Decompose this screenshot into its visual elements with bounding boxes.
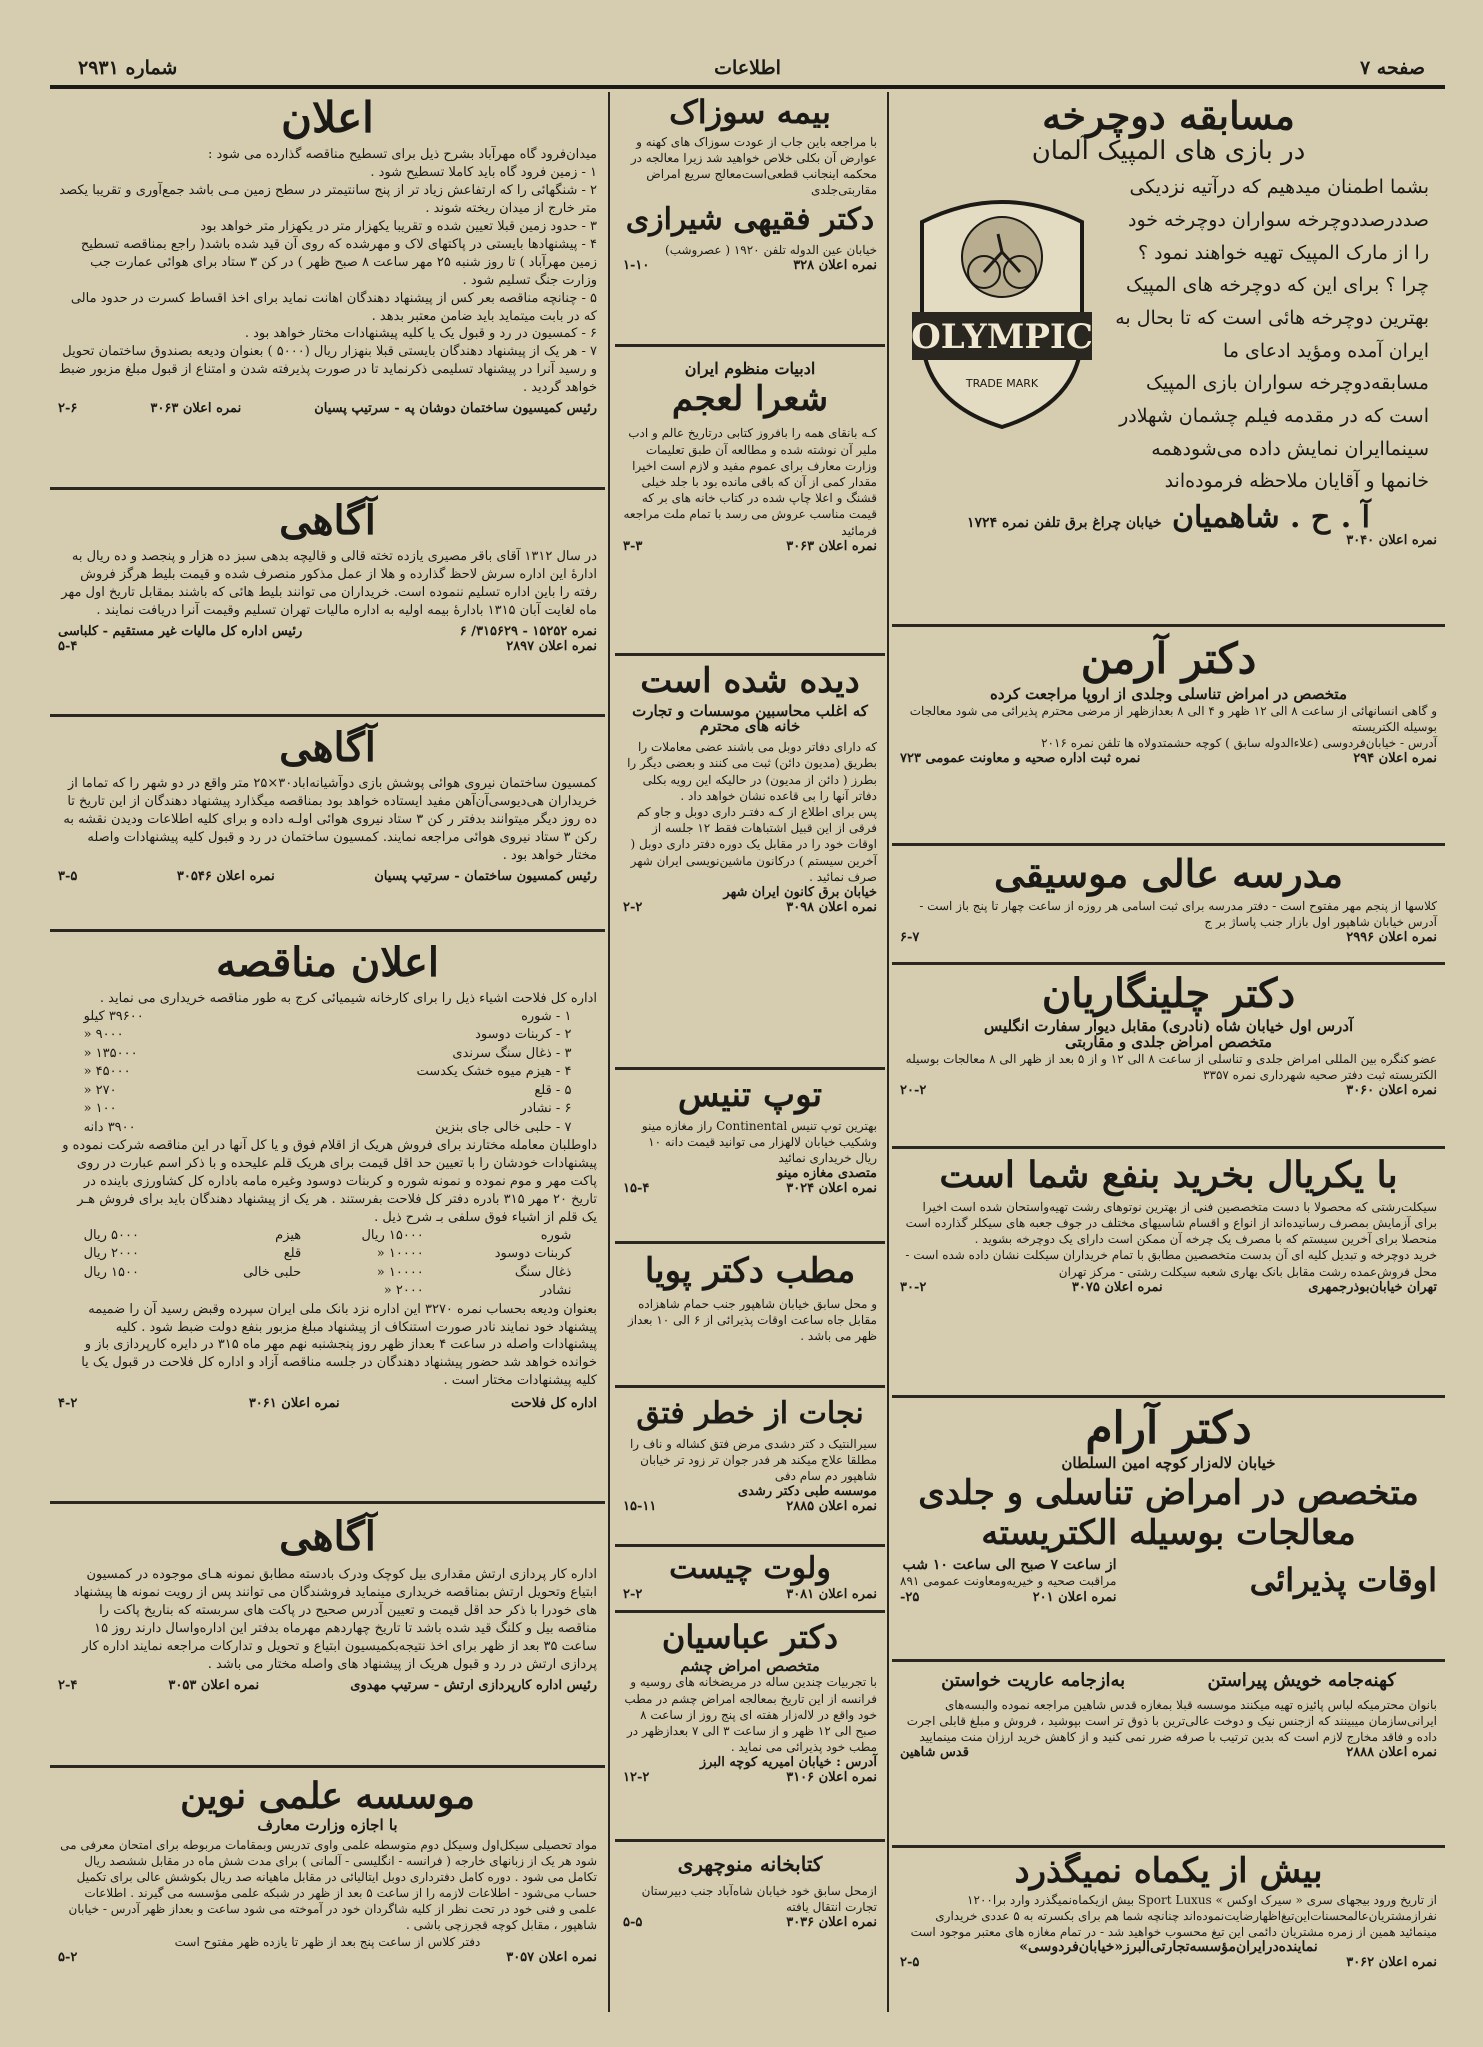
ad-code: ۳۰-۲: [900, 1279, 927, 1295]
item-name: ۶ - نشادر: [520, 1101, 572, 1117]
ad-code: ۲-۲: [623, 899, 643, 915]
deposit-item: هیزم: [275, 1227, 302, 1243]
ad-title: آگاهی: [279, 1513, 376, 1560]
ad-footer: [58, 639, 597, 654]
item-name: ۷ - حلبی خالی جای بنزین: [435, 1119, 572, 1135]
paper-name: اطلاعات: [714, 57, 781, 79]
ad-address: خیابان عین الدوله تلفن ۱۹۲۰ ( عصروشب): [665, 242, 877, 257]
ad-item: ۴ - پیشنهادها بایستی در پاکتهای لاک و مهرشده که روی آن قید شده باشد( راجع بمناقصه تسطیح زمین مهرآباد ) تا روز شنبه ۲۵ مهر ساعت ۸ صبح ظهر ) در کن ۳ ستاد برای هوائی عمارت جب وزارت جنگ تسلیم شود .: [80, 236, 597, 288]
ad-footer: [900, 1955, 1437, 1970]
ad-address: خیابان برق کانون ایران شهر: [723, 884, 877, 900]
ad-code: ۴-۲: [58, 1396, 78, 1412]
ad-agahi-2: [50, 721, 605, 932]
column-rule: [608, 92, 610, 2012]
ad-body: و محل سابق خیابان شاهپور جنب حمام شاهزاده مقابل جاه ساعت اوقات پذیرائی از ۶ الی ۱۰ بعداز ظهر می باشد .: [627, 1296, 877, 1344]
ad-signature: تهران خیابان‌بوذرجمهری: [1308, 1279, 1437, 1295]
seller-name: [900, 499, 1437, 535]
ad-code: ۱۵-۱۱: [623, 1499, 657, 1515]
item-qty: ۱۰۰ «: [83, 1101, 117, 1117]
table-row: [80, 1282, 576, 1300]
ad-body: و گاهی انسانهائی از ساعت ۸ الی ۱۲ ظهر و ۴ الی ۸ بعدازظهر از مرضی محترم پذیرائی می شود معالجات بوسیله الکتریسته: [909, 703, 1437, 735]
ad-body: بانوان محترمیکه لباس پائیزه تهیه میکنند موسسه قبلا بمغازه قدس شاهین مراجعه نموده والبسه‌های ایرانی‌سازمان میبینند که ازجنس نیک و دوخت عالی‌ترین با ذوق تر است بپوشید ، فروش و مبلغ قابلی اجرت داده و فاقد مخارج لازم است که بدین ترتیب با صرفه ضرر نمی کنید و از کاهش خرید ارزان منت مینمایید: [906, 1697, 1437, 1745]
ad-footer: [900, 751, 1437, 766]
deposit-amount: ۱۵۰۰ ریال: [83, 1264, 139, 1280]
ad-footer: [58, 1678, 597, 1693]
ad-abbasian: [615, 1617, 885, 1842]
ad-number: نمره اعلان ۳۰۵۳: [168, 1677, 260, 1693]
ad-code: ۶-۷: [900, 930, 920, 946]
ad-number: نمره اعلان ۳۰۳۶: [786, 1915, 877, 1931]
ad-title: مطب دکتر پویا: [644, 1251, 856, 1291]
ad-footer: [623, 1770, 877, 1785]
deposit-item: نشادر: [540, 1283, 572, 1299]
ad-bicycle-cheap: [892, 1153, 1445, 1398]
deposit-amount: ۲۰۰۰ ریال: [83, 1246, 139, 1262]
deposit-amount: ۱۰۰۰۰ «: [376, 1246, 424, 1262]
ad-number: نمره اعلان ۲۰۱: [1032, 1589, 1117, 1605]
ad-footer: [900, 1280, 1437, 1295]
ad-footer: [623, 1915, 877, 1930]
ad-item: ۳ - حدود زمین قبلا تعیین شده و تقریبا یکهزار متر در یکهزار متر خواهد بود: [200, 218, 597, 234]
left-column: [50, 92, 605, 2012]
ad-title-row: [900, 1672, 1437, 1691]
ad-subtitle: در بازی های المپیک آلمان: [1031, 135, 1306, 166]
ad-body: اداره کار پردازی ارتش مقداری بیل کوچک ودرک بادسته مطابق نمونه هـای موجوده در کمسیون ابتیاع وتحویل ارتش بمناقصه خریداری مینماید فروشندگان می توانند پس از رویت نمونه ها پیشنهاد های خودرا با ذکر حد اقل قیمت و تعیین آدرس صحیح در پاکت های سربسته که بناریخ پاکت را مناقصه بیل و کلنگ قید شده باشد تا تاریخ چهاردهم مهرماه بدفتر این اداره‌واسال دارند روز ۱۵ ساعت ۳۵ بعد از ظهر برای اخذ نتیجه‌بکمیسیون ابتیاع و تحویل و تدارکات مراجعه نمایند اداره کار پردازی ارتش در رد و قبول هریک از پیشنهاد های واصله مختار می باشد .: [73, 1567, 597, 1672]
table-row: [80, 1045, 576, 1063]
ad-body: در سال ۱۳۱۲ آقای باقر مصیری یازده تخته قالی و قالیچه بدهی سبز ده هزار و پنجصد و ده ریال به ادارهٔ این اداره سرش لاحظ گذارده و هلا از عمل مذکور منصرف شده و قیمت بلیط هرگز فروش رفته را باین اداره تسلیم ننموده است. خریداران می توانند بلیط هائی که باشند بمقابل تاریخ اول مهر ماه لغایت آبان ۱۳۱۵ بادارهٔ بیمه اولیه به اداره مالیات تهران تسلیم وقیمت آنرا دریافت نمایند .: [61, 549, 597, 618]
ad-number: نمره اعلان ۳۰۹۸: [786, 899, 877, 915]
deposit-amount: [80, 1282, 191, 1300]
deposit-item: حلبی خالی: [243, 1264, 302, 1280]
ad-title: موسسه علمی نوین: [180, 1775, 475, 1817]
item-name: ۲ - کربنات دوسود: [475, 1027, 572, 1043]
ad-number: نمره اعلان ۲۸۸۵: [786, 1499, 877, 1515]
ad-footer: [623, 1181, 877, 1196]
deposit-item: ذغال سنگ: [514, 1264, 572, 1280]
logo-trademark: TRADE MARK: [965, 377, 1039, 390]
ad-number: نمره اعلان ۳۰۷۵: [1071, 1279, 1163, 1295]
doctor-name: دکتر فقیهی شیرازی: [625, 202, 875, 238]
ad-code: ۲-۵: [900, 1954, 920, 1970]
ad-tennis: [615, 1074, 885, 1244]
table-row: [80, 1227, 576, 1245]
ad-body: بهترین توپ تنیس Continental راز مغازه مینو وشکیب خیابان لالهزار می توانید قیمت دانه ۱۰ ریال خریداری نمائید: [641, 1118, 877, 1166]
table-row: [80, 1264, 576, 1282]
seller-address: خیابان چراغ برق تلفن نمره ۱۷۲۴: [967, 514, 1162, 531]
ad-footer: [900, 930, 1437, 945]
ad-agent: نماینده‌در‌ایران‌مؤسسه‌تجارتی‌البرز«خیابان‌فردوسی»: [1019, 1939, 1318, 1956]
deposit-item: کربنات دوسود: [494, 1246, 572, 1262]
item-name: ۳ - ذغال سنگ سرندی: [452, 1045, 572, 1061]
ad-title: دکتر عباسیان: [661, 1618, 839, 1656]
ad-signature: اداره کل فلاحت: [511, 1396, 597, 1412]
ad-signature: رئیس کمسیون ساختمان - سرتیپ پسیان: [374, 868, 597, 884]
ad-number: نمره اعلان ۳۰۸۱: [786, 1586, 877, 1602]
item-name: ۴ - هیزم میوه خشک یکدست: [416, 1064, 572, 1080]
ad-subtitle: خیابان لاله‌زار کوچه امین السلطان: [1061, 1454, 1276, 1473]
item-qty: ۳۹۰۰ دانه: [83, 1119, 136, 1135]
ad-code: ۵-۲: [58, 1949, 78, 1965]
hours-info: [900, 1557, 1116, 1604]
table-row: [80, 1245, 576, 1263]
items-table: [80, 1008, 576, 1137]
ad-title: شعرا لعجم: [671, 378, 829, 419]
ad-body: ازمحل سابق خود خیابان شاه‌آباد جنب دبیرستان تجارت انتقال یافته: [641, 1884, 877, 1915]
ad-subtitle: متخصص در امراض تناسلی وجلدی از اروپا مراجعت کرده: [990, 685, 1347, 704]
deposit-table: [80, 1227, 576, 1301]
registration: مراقبت صحیه و خیریه‌ومعاونت عمومی ۸۹۱: [900, 1574, 1117, 1589]
ad-number: نمره اعلان ۳۰۶۱: [248, 1396, 340, 1412]
ad-number: نمره اعلان ۲۹۴: [1353, 751, 1437, 767]
ad-olympic-bicycle: [892, 92, 1445, 627]
ad-item: ۵ - چنانچه مناقصه بعر کس از پیشنهاد دهندگان اهانت نماید برای اخذ اقساط کسرت در حدود مالی که در بابت میتماید باید ضامن معتبر بدهد .: [70, 290, 597, 324]
ad-number: نمره اعلان ۳۰۶۳: [786, 538, 877, 554]
logo-text: OLYMPIC: [911, 317, 1093, 357]
deposit-amount: ۱۵۰۰۰ ریال: [361, 1227, 424, 1243]
ad-item: ۲ - شنگهائی را که ارتفاعش زیاد تر از پنج سانتیمتر در سطح زمین مـی باشد جمع‌آوری و تقریبا یکصد متر خارج از میدان ریخته شوند .: [59, 182, 597, 216]
ad-number: نمره اعلان ۲۹۹۶: [1346, 930, 1437, 946]
ad-code: ۱۲-۲: [623, 1770, 650, 1786]
ad-body: از تاریخ ورود بیجهای سری « سیرک اوکس » Sport Luxus بیش ازیکماه‌نمیگذرد وارد‌ برا۱۲۰۰ نفرازمشتریان‌عالمحسنات‌این‌تیغ‌اظهارضایت‌نموده‌اند چنانچه شما هم برای بکسرته به ۵ عددی خریداری مینمائید همین از زمره مشتریان دائمی این تیغ محسوب خواهید شد - در تمام مغازه های معتبر موجود است: [910, 1892, 1437, 1940]
ad-body: عضو کنگره بین المللی امراض جلدی و تناسلی از ساعت ۸ الی ۱۲ و از ۵ بعد از ظهر الی ۸ معالجات بوسیله الکتریسته ثبت دفتر صحیه شهرداری نمره ۳۳۵۷: [905, 1051, 1437, 1082]
right-column: [892, 92, 1445, 2012]
ad-signature: موسسه طبی دکتر رشدی: [737, 1484, 877, 1500]
ad-code: ۲۰-۲: [900, 1082, 927, 1098]
ad-subtitle: که اغلب محاسبین موسسات و تجارت خانه های محترم: [632, 701, 868, 736]
ad-nejat: [615, 1392, 885, 1547]
ad-body: که دارای دفاتر دوبل می باشند عضی معاملات را بطریق (مدیون دائن) ثبت می کنند و بعضی دیگر را بطرز ( دائن از مدیون) در حالیکه این رویه بکلی دفاتر آنها را بی قاعده نشان خواهد داد . پس برای اطلاع از کـه دفتـر داری دوبل و جاو کم فرقی از این قبیل اشتباهات فقط ۱۲ جلسه از اوقات خود را در مقابل یک دوره دفتر داری دوبل ( آخرین سیستم ) درکانون ماشین‌نویسی ایران شهر صرف نمائید .: [627, 740, 877, 884]
ad-body: بشما اطمنان میدهیم که درآتیه نزدیکی صددرصددوچرخه سواران دوچرخه خود را از مارک المپیک تهیه خواهند نمود ؟ چرا ؟ برای این که دوچرخه های المپیک بهترین دوچرخه هائی است که تا بحال به ایران آمده ومؤید ادعای ما مسابقه‌دوچرخه سواران بازی المپیک است که در مقدمه فیلم چشمان شهلادر سینماایران نمایش داده می‌شودهمه خانمها و آقایان ملاحظه فرموده‌اند: [1115, 176, 1429, 493]
ad-signature: متصدی مغازه مینو: [776, 1166, 877, 1182]
ad-line: معالجات بوسیله الکتریسته: [981, 1512, 1356, 1553]
ad-title: کهنه‌جامه خویش پیراستن: [1207, 1670, 1396, 1691]
ad-number: نمره اعلان ۳۰۶۰: [1346, 1082, 1437, 1098]
ad-signature: رئیس اداره کارپردازی ارتش - سرتیپ مهدوی: [350, 1677, 597, 1693]
ad-code: ۳-۵: [58, 868, 78, 884]
table-row: [80, 1026, 576, 1044]
ad-number: نمره اعلان ۳۰۲۴: [786, 1181, 877, 1197]
ad-title: دیده شده است: [640, 661, 860, 701]
ad-intro: میدان‌فرود گاه مهرآباد بشرح ذیل برای تسطیح مناقصه گذارده می شود :: [207, 147, 597, 163]
ad-body: با تجربیات چندین ساله در مریضخانه های روسیه و فرانسه از این تاریخ بمعالجه امراض چشم در مطب خود واقع در لاله‌زار هفته ای پنج روز از ساعت ۸ صبح الی ۱۲ ظهر و از ساعت ۳ الی ۷ بعداز‌ظهر در مطب خود پذیرائی می نماید .: [624, 1675, 877, 1755]
ad-code: ۵-۴: [58, 638, 78, 654]
ad-subtitle: متخصص امراض چشم: [680, 1656, 820, 1675]
ad-kicker: ادبیات منظوم ایران: [684, 359, 816, 378]
ad-footer: [623, 258, 877, 273]
ad-code: ۱۵-۴: [623, 1181, 650, 1197]
ad-footer: [623, 1499, 877, 1514]
ad-title: توپ تنیس: [677, 1075, 823, 1115]
ad-title: اعلان مناقصه: [215, 939, 440, 986]
ad-body: کـه بانقای همه را بافروز کتابی درتاریخ عالم و ادب ملیر آن نوشته شده و مطالعه آن طبق تعلیمات وزارت معارف برای عموم مفید و لازم است اخیرا مقدار کمی از آن که باقی مانده بود با جلد خیلی قشنگ و اعلا چاپ شده در کتاب خانه های بر که قیمت مناسب عروش می رسد با تمام ملت مراجعه فرمائید: [623, 426, 877, 538]
ad-number: نمره اعلان ۳۲۸: [793, 258, 877, 274]
ad-footer: [58, 1396, 597, 1411]
item-qty: ۴۵۰۰۰ «: [83, 1064, 131, 1080]
ad-title: مدرسه عالی موسیقی: [993, 851, 1343, 896]
ad-code: ۵-۵: [623, 1915, 643, 1931]
ad-number: نمره اعلان ۳۰۶۳: [150, 401, 242, 417]
deposit-item: قلع: [283, 1246, 302, 1262]
ad-item: ۶ - کمسیون در رد و قبول یک یا کلیه پیشنهادات مختار خواهد بود .: [244, 326, 597, 342]
ad-body: سیرالنتیک د کتر دشدی مرض فتق کشاله و ناف را مطلقا علاج میکند هر فدر جوان تر زود تر خیابان شاهپور دم سام دفی: [629, 1436, 877, 1483]
ad-item: ۷ - هر یک از پیشنهاد دهندگان بایستی قبلا بنهزار ریال (۵۰۰۰ ) بعنوان ودیعه بصندوق ساختمان تحویل و رسید آنرا در پیشنهاد تسلیمی ذکرنماید تا در صورت پذیرفته شدن و امتناع از قبول مبلغ مزبور ضبط خواهد گردید .: [58, 344, 597, 396]
ad-address: آدرس اول خیابان شاه (نادری) مقابل دیوار سفارت انگلیس: [983, 1017, 1354, 1035]
ad-title: بیمه سوزاک: [669, 93, 831, 131]
item-name: ۵ - قلع: [534, 1082, 572, 1098]
ad-footer: [58, 869, 597, 884]
ad-chelingarian: [892, 969, 1445, 1149]
ad-title: ولوت چیست: [669, 1551, 831, 1586]
ad-address: آدرس : خیابان امیریه کوچه البرز: [699, 1755, 877, 1771]
ad-title: آگاهی: [279, 497, 376, 544]
ad-monaghese: [50, 936, 605, 1504]
ad-matab-pouya: [615, 1248, 885, 1388]
ad-title: دکتر آرام: [1085, 1403, 1252, 1454]
ad-title: اعلان: [281, 93, 374, 142]
ad-number: نمره اعلان ۳۰۵۴۶: [176, 868, 275, 884]
deposit-amount: ۵۰۰۰ ریال: [83, 1227, 139, 1243]
ad-code: ۳-۳: [623, 538, 643, 554]
ad-arman: [892, 631, 1445, 846]
ad-body: داوطلبان معامله مختارند برای فروش هریک از اقلام فوق و یا کل آنها در این مناقصه شرکت نموده و پیشنهادات خودشان را با تعیین حد اقل قیمت برای هریک قلم علیحده و با ذکر اسم عبارت در روی پاکت مهر و موم نموده و نمونه شوره و کربنات دوسود وغیره مامه باداره کل کشاورزی باینده در تاریخ ۲۰ مهر ۳۱۵ بادره دفتر کل فلاحت بفرستند . هر یک از پیشنهاد دهندگان باید برای فروش هـر یک قلم از اشیاء فوق سلفی بـ شرح ذیل .: [62, 1138, 597, 1225]
ad-number: نمره اعلان ۲۸۹۷: [506, 638, 597, 654]
ad-footer: [900, 1745, 1437, 1760]
page-header: [50, 55, 1445, 89]
ad-number: نمره اعلان ۳۱۰۶: [786, 1770, 877, 1786]
ad-body: سیکلت‌رشتی که محصولا با دست متخصصین فنی از بهترین نوتوهای رشت تهیه‌واستحان شده است اخیرا برای آزمایش بمصرف رسانیده‌اند از انواع و اقسام شاسیهای مختلف در جوف جعبه های سیکلر گذارده است منحصلا برای آخرین سیستم که با مصرف یک چرخه آن ممکن است دارای یک دوچرخه بشوید . خرید دوچرخه و تبدیل کلیه ای آن بدست متخصصین مطابق با تمام خریداران سیکلت نشان داده شده است - محل فروش‌عمده رشت مقابل بانک بهاری شعبه سیکلت رشتی - مرکز تهران: [905, 1199, 1437, 1279]
table-row: [80, 1119, 576, 1137]
table-row: [80, 1063, 576, 1081]
ad-dide-shode: [615, 660, 885, 1070]
deposit-amount: ۲۰۰۰ «: [383, 1283, 424, 1299]
item-qty: ۲۷۰ «: [83, 1082, 117, 1098]
ad-body: با مراجعه باین جاب از عودت سوزاک های کهنه و عوارض آن بکلی خلاص خواهید شد زیرا معالجه در محکمه اینجانب قطعی‌است‌معالج سریع امراض مقاربتی‌جلدی: [630, 134, 877, 198]
table-row: [80, 1082, 576, 1100]
ad-code: ۲۵-: [900, 1589, 920, 1605]
ad-shoara: [615, 351, 885, 656]
item-name: ۱ - شوره: [521, 1008, 572, 1024]
ad-title: به‌ازجامه عاریت خواستن: [941, 1670, 1126, 1691]
ad-kohne-jame: [892, 1666, 1445, 1848]
issue-number: شماره ۲۹۳۱: [78, 57, 178, 79]
ad-aram: [892, 1402, 1445, 1662]
ad-agahi-1: [50, 494, 605, 717]
column-rule: [887, 92, 889, 2012]
ad-title: دکتر آرمن: [1080, 634, 1257, 683]
page-number: صفحه ۷: [1359, 57, 1425, 79]
ad-signature: رئیس کمیسیون ساختمان دوشان په - سرتیپ پسیان: [314, 401, 597, 417]
ad-velvet: [615, 1551, 885, 1613]
ad-code: ۱-۱۰: [623, 258, 650, 274]
deposit-item: [190, 1282, 305, 1300]
ad-footer: [900, 1083, 1437, 1098]
ad-madrese-musighi: [892, 850, 1445, 965]
ad-agahi-3: [50, 1508, 605, 1768]
ad-code: نمره ثبت اداره صحیه و معاونت عمومی ۷۲۳: [900, 751, 1141, 767]
hours-label: اوقات پذیرائی: [1249, 1561, 1437, 1600]
ad-intro: اداره کل فلاحت اشیاء ذیل را برای کارخانه شیمیائی کرج به طور مناقصه خریداری می نماید .: [99, 991, 597, 1006]
ad-body: کلاسها از پنجم مهر مفتوح است - دفتر مدرسه برای ثبت اسامی هر روزه از ساعت چهار تا پنج باز است - آدرس خیابان شاهپور اول بازار جنب پاساژ بر ج: [919, 898, 1437, 930]
ad-footer: [58, 1950, 597, 1965]
ad-footer: [623, 1587, 877, 1602]
ad-address: آدرس - خیابان‌فردوسی (علاءالدوله سابق ) کوچه حشمتدولاه ها تلفن نمره ۲۰۱۶: [1041, 736, 1437, 751]
ad-title: با یکریال بخرید بنفع شما است: [939, 1154, 1398, 1196]
hours-row: [900, 1557, 1437, 1604]
item-qty: ۳۹۶۰۰ کیلو: [83, 1008, 144, 1024]
ad-subtitle: متخصص امراض جلدی و مقاربتی: [1064, 1032, 1273, 1051]
ad-title: مسابقه دوچرخه: [1042, 93, 1295, 138]
ad-elan: [50, 92, 605, 490]
ad-signature: رئیس اداره کل مالیات غیر مستقیم - کلباسی: [58, 623, 303, 639]
ad-code: ۲-۲: [623, 1586, 643, 1602]
ad-bish-az-yekmah: [892, 1852, 1445, 2012]
middle-column: [615, 92, 885, 2012]
ad-number: نمره ۱۵۲۵۲ - ۳۱۵۶۲۹/ ۶: [459, 623, 597, 639]
table-row: [80, 1008, 576, 1026]
ad-number: نمره اعلان ۳۰۵۷: [506, 1949, 597, 1965]
ad-foot: دفتر کلاس از ساعت پنج بعد از ظهر تا یازده ظهر مفتوح است: [174, 1934, 481, 1949]
item-qty: ۱۳۵۰۰۰ «: [83, 1045, 138, 1061]
olympic-logo-icon: [902, 182, 1102, 432]
ad-footer: [58, 401, 597, 416]
ad-title: نجات از خطر فتق: [636, 1396, 864, 1431]
ad-code: ۲-۴: [58, 1677, 78, 1693]
ad-footer: [623, 900, 877, 915]
ad-line: متخصص در امراض تناسلی و جلدی: [918, 1472, 1419, 1513]
table-row: [80, 1100, 576, 1118]
hours: از ساعت ۷ صبح الی ساعت ۱۰ شب: [902, 1557, 1117, 1574]
ad-footer: [58, 624, 597, 639]
deposit-item: شوره: [540, 1227, 572, 1243]
ad-number: نمره اعلان ۳۰۴۰: [1346, 533, 1437, 549]
deposit-amount: ۱۰۰۰۰ «: [376, 1264, 424, 1280]
ad-ketabkhane: [615, 1846, 885, 2012]
ad-code: ۲-۶: [58, 401, 78, 417]
ad-title: دکتر چلینگاریان: [1041, 970, 1296, 1017]
ad-subtitle: با اجازه وزارت معارف: [257, 1815, 398, 1834]
item-qty: ۹۰۰۰ «: [83, 1027, 124, 1043]
ad-bime-suzak: [615, 92, 885, 347]
ad-item: ۱ - زمین فرود گاه باید کاملا تسطیح شود .: [370, 165, 597, 181]
ad-footer: [623, 539, 877, 554]
ad-body: کمسیون ساختمان نیروی هوائی پوشش بازی دوآشیانه‌اباد۳۰×۲۵ متر واقع در دو شهر را که تماما از خریداران هی‌دیوسی‌آن‌آهن مفید ایستاده خواهد بود بمناقصه میگذارد پیشنهاد دهندگان از این تاریخ تا ده روز دیگر میتوانند بدفتر ر کن ۳ ستاد نیروی هوائی اولـه داده و برای کلیه اطلاعات ودیدن نقشه به رکن ۳ ستاد نیروی هوائی مراجعه نمایند. کمسیون ساختمان در رد و قبول کلیه پیشنهادات واصله مختار خواهد بود .: [63, 776, 597, 863]
ad-title: بیش از یکماه نمیگذرد: [1014, 1852, 1323, 1891]
ad-number: نمره اعلان ۳۰۶۲: [1346, 1954, 1437, 1970]
ad-body: مواد تحصیلی سیکل‌اول وسیکل دوم متوسطه علمی واوی تدریس وبمقامات مربوطه برای امتحان معرفی می شود هر یک از زبانهای خارجه ( فرانسه - انگلیسی - آلمانی ) برای مدت شش ماه در مقابل ششصد ریال تکامل می شود . دوره کامل دفترداری دوبل ایتالیائی در مقابل ماهیانه صد ریال بکوشش عالی برای تکمیل حساب می‌شود - اطلاعات لازمه را از ساعت ۵ بعد از ظهر در شبکه علمی مؤسسه می گیرند . اطلاعات علمی و فنی خود در تحت نظر از کلیه شاگردان خود در آموخته می شود ساعت و بعداز ظهر آدرس - خیابان شاهپور ، مقابل کوچه قجرزچی باشی .: [60, 1837, 597, 1933]
ad-body: بعنوان ودیعه بحساب نمره ۳۲۷۰ این اداره نزد بانک ملی ایران سپرده وقبض رسید آن را ضمیمه پیشنهاد خود نمایند نادر صورت استنکاف از پیشنهاد مبلغ مزبور بنفع دولت ضبط شود . کلیه پیشنهادات واصله در ساعت ۴ بعداز ظهر روز پنجشنبه نهم مهر ماه ۳۱۵ در دایره کارپردازی باز و خوانده خواهد شد حضور پیشنهاد دهندگان در جلسه مناقصه آزاد و اداره کل فلاحت در قبول یک یا کلیه پیشنهادات مختار است .: [81, 1301, 597, 1389]
ad-title: کتابخانه منوچهری: [677, 1852, 823, 1876]
ad-elmi-novin: [50, 1772, 605, 2012]
ad-signature: قدس شاهین: [900, 1745, 969, 1761]
ad-footer: [900, 1590, 1116, 1605]
ad-title: آگاهی: [279, 724, 376, 771]
seller: آ . ح . شاهمیان: [1171, 499, 1370, 535]
ad-number: نمره اعلان ۲۸۸۸: [1346, 1745, 1437, 1761]
